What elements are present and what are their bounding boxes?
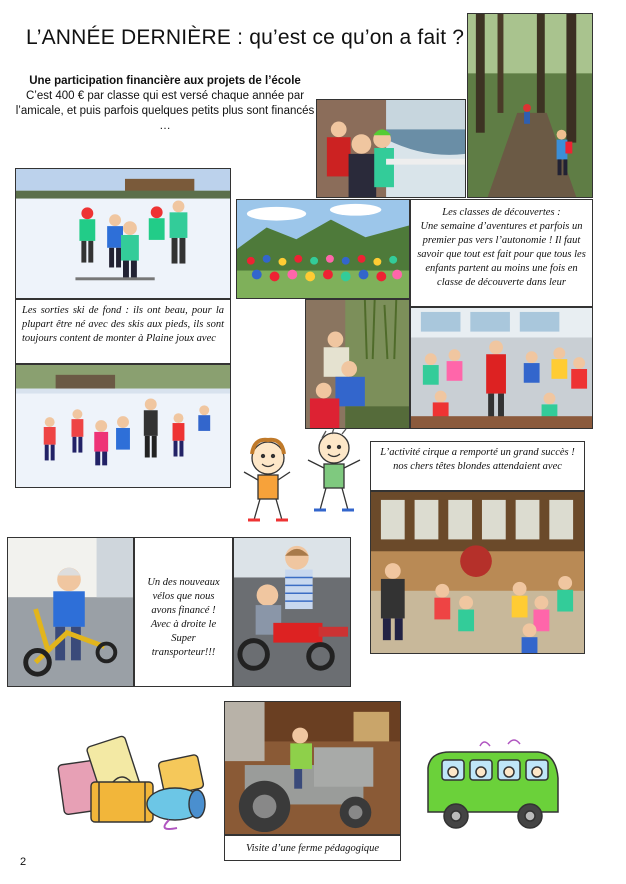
suitcases-drawing <box>57 728 217 832</box>
cirque-activity-photo <box>370 491 585 654</box>
green-bus-drawing <box>420 738 566 838</box>
ski-caption: Les sorties ski de fond : ils ont beau, pour la plupart être né avec des skis aux pieds, ils sont toujours content de monter à Plaine joux avec <box>15 299 231 364</box>
super-transporter-photo <box>233 537 351 687</box>
ferme-caption: Visite d’une ferme pédagogique <box>224 835 401 861</box>
group-photo <box>236 199 410 299</box>
intro-body: C’est 400 € par classe qui est versé chaque année par l’amicale, et puis parfois quelques petits plus sont financés … <box>15 90 315 132</box>
farm-tractor-photo <box>224 701 401 835</box>
cirque-caption: L’activité cirque a remporté un grand succès ! nos chers têtes blondes attendaient avec <box>370 441 585 491</box>
page-number: 2 <box>20 856 27 868</box>
forest-hike-photo <box>467 13 593 198</box>
classes-caption <box>410 199 593 307</box>
classes-caption-body: Une semaine d’aventures et parfois un premier pas vers l’autonomie ! Il faut savoir que tout est fait pour que tous les enfants partent au moins une fois en classe de découverte dans leur <box>417 221 586 288</box>
velos-caption: Un des nouveaux vélos que nous avons financé ! Avec à droite le Super transporteur!!! <box>134 537 233 687</box>
page-title: L’ANNÉE DERNIÈRE : qu’est ce qu’on a fait ? <box>26 26 465 49</box>
bus-interior-photo <box>410 307 593 429</box>
classes-caption-title: Les classes de découvertes : <box>442 207 561 218</box>
two-children-drawing <box>238 428 368 532</box>
intro-heading: Une participation financière aux projets de l’école <box>29 75 301 87</box>
ski-photo-top <box>15 168 231 299</box>
tricycle-photo <box>7 537 134 687</box>
intro-block <box>12 74 318 134</box>
pond-activity-photo <box>305 299 410 429</box>
ski-photo-bottom <box>15 364 231 488</box>
boat-trip-photo <box>316 99 466 198</box>
